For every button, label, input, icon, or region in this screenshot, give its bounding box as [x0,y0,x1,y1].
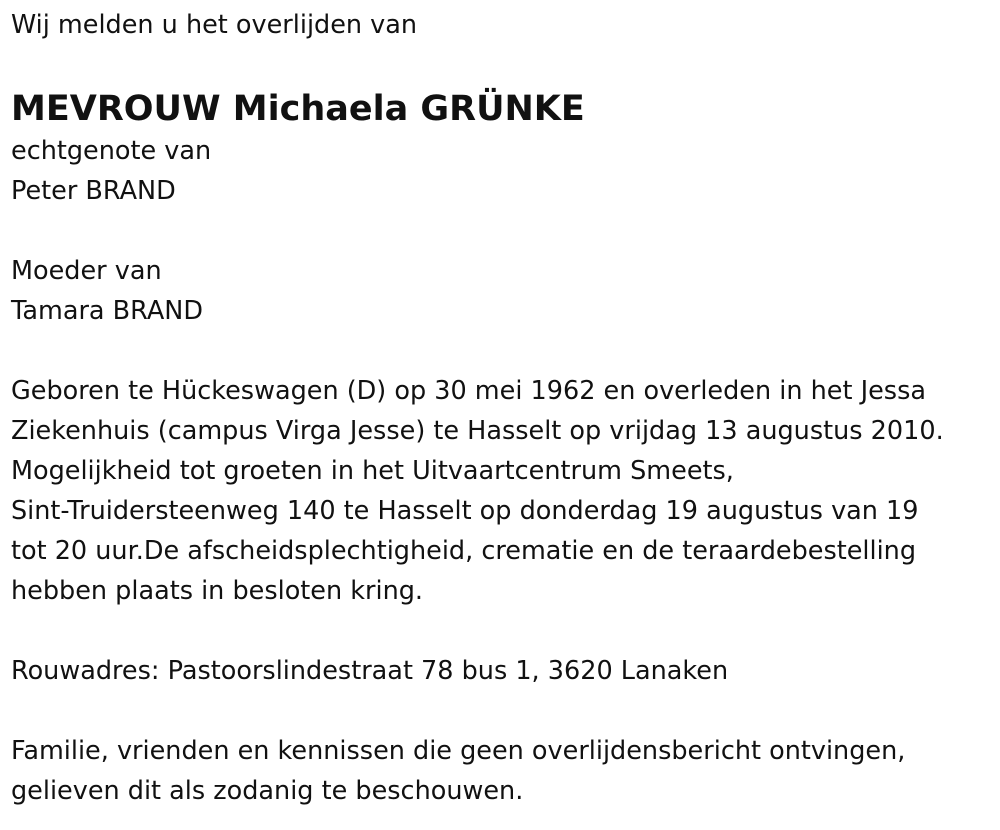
mother-label: Moeder van [11,256,162,286]
spacer [11,331,991,371]
details-line: Ziekenhuis (campus Virga Jesse) te Hasselt op vrijdag 13 augustus 2010. [11,416,944,446]
spacer [11,211,991,251]
details-line: Geboren te Hückeswagen (D) op 30 mei 1962 en overleden in het Jessa [11,376,926,406]
spacer [11,611,991,651]
details-line: Sint-Truidersteenweg 140 te Hasselt op donderdag 19 augustus van 19 [11,496,919,526]
spouse-label: echtgenote van [11,136,212,166]
spacer [11,691,991,731]
details-line: Mogelijkheid tot groeten in het Uitvaartcentrum Smeets, [11,456,734,486]
deceased-name: MEVROUW Michaela GRÜNKE [11,89,585,129]
closing-paragraph [11,731,991,811]
closing-line: Familie, vrienden en kennissen die geen overlijdensbericht ontvingen, [11,736,906,766]
details-paragraph [11,371,991,611]
intro-text: Wij melden u het overlijden van [11,10,418,40]
details-line: tot 20 uur.De afscheidsplechtigheid, crematie en de teraardebestelling [11,536,917,566]
child-name: Tamara BRAND [11,296,203,326]
closing-line: gelieven dit als zodanig te beschouwen. [11,776,524,806]
details-line: hebben plaats in besloten kring. [11,576,424,606]
death-notice [11,0,991,811]
spouse-name: Peter BRAND [11,176,176,206]
mourning-address: Rouwadres: Pastoorslindestraat 78 bus 1, 3620 Lanaken [11,656,729,686]
